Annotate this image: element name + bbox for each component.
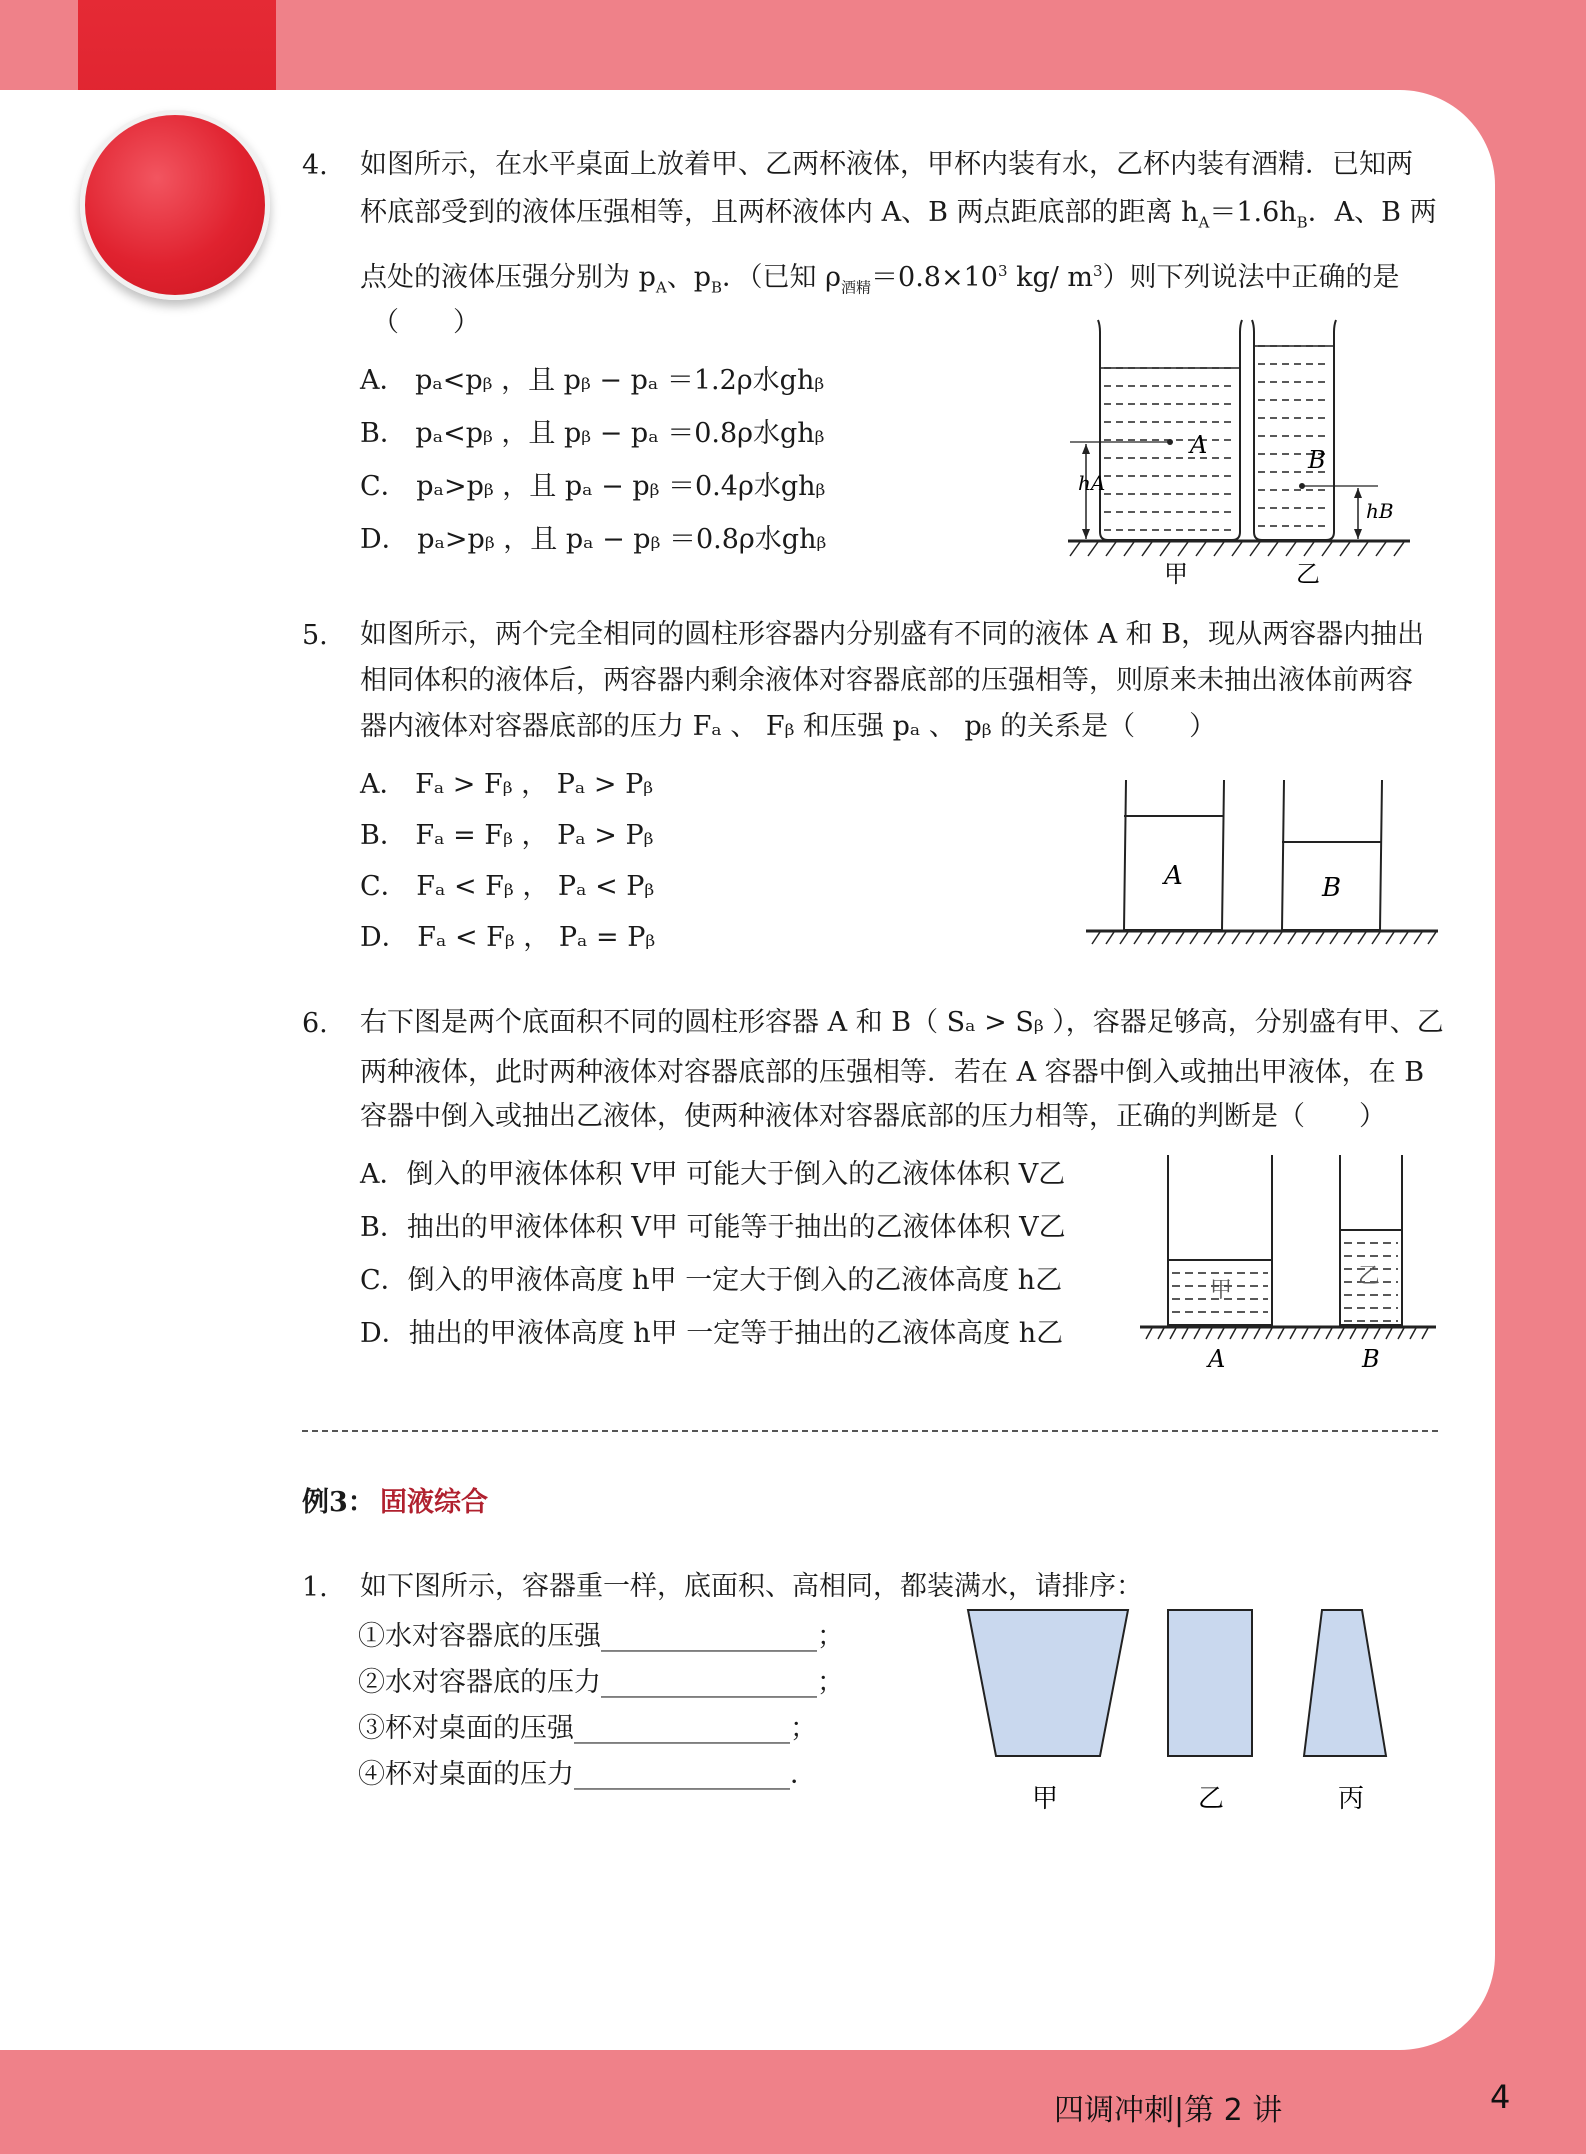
q5-option-b: B． Fₐ = Fᵦ ， Pₐ > Pᵦ <box>360 820 654 851</box>
q5-line1: 如图所示，两个完全相同的圆柱形容器内分别盛有不同的液体 A 和 B，现从两容器内抽出 <box>360 619 1425 650</box>
footer-course-title: 四调冲刺|第 2 讲 <box>1054 2093 1283 2128</box>
q4-line2: 杯底部受到的液体压强相等，且两杯液体内 A、B 两点距底部的距离 $h_A=1.6h_B$．A、B 两 <box>360 197 1437 232</box>
q4-fig-label-a: A <box>1190 431 1208 459</box>
q6-option-a: A．倒入的甲液体体积 V甲 可能大于倒入的乙液体体积 V乙 <box>360 1159 1066 1190</box>
q6-figure <box>1140 1155 1440 1375</box>
q4-fig-label-ha: hA <box>1078 471 1106 495</box>
page-number: 4 <box>1490 2078 1511 2116</box>
ex1-number: 1. <box>302 1572 328 1603</box>
ex1-fig-label-2: 乙 <box>1198 1784 1225 1814</box>
q4-line3: 点处的液体压强分别为 $p_A$、$p_B$．（已知 $\rho_{酒精}=0.8\times 10^3$ kg/ $m^3$）则下列说法中正确的是 <box>360 262 1400 297</box>
q4-fig-cup1: 甲 <box>1164 560 1188 588</box>
ex1-container-1 <box>968 1610 1128 1756</box>
q5-line2: 相同体积的液体后，两容器内剩余液体对容器底部的压强相等，则原来未抽出液体前两容 <box>360 665 1413 696</box>
example-label: 例3： <box>302 1487 375 1518</box>
q6-option-b: B．抽出的甲液体体积 V甲 可能等于抽出的乙液体体积 V乙 <box>360 1212 1066 1243</box>
q4-option-b: B． pₐ<pᵦ ，且 pᵦ − pₐ ＝0.8ρ水ghᵦ <box>360 418 825 449</box>
q5-number: 5. <box>302 620 328 651</box>
q5-figure <box>1086 780 1441 950</box>
q6-fig-label-a: A <box>1208 1345 1226 1373</box>
q4-option-c: C． pₐ>pᵦ ，且 pₐ − pᵦ ＝0.4ρ水ghᵦ <box>360 471 826 502</box>
q6-fig-liquid1: 甲 <box>1210 1278 1233 1303</box>
q4-option-d: D． pₐ>pᵦ ，且 pₐ − pᵦ ＝0.8ρ水ghᵦ <box>360 524 827 555</box>
q5-fig-label-a: A <box>1164 861 1183 891</box>
q6-option-d: D．抽出的甲液体高度 h甲 一定等于抽出的乙液体高度 h乙 <box>360 1318 1064 1349</box>
q5-option-a: A． Fₐ > Fᵦ ， Pₐ > Pᵦ <box>360 769 654 800</box>
ex1-item-2: ②水对容器底的压力________________； <box>358 1667 844 1698</box>
q4-number: 4. <box>302 150 328 181</box>
q4-figure <box>1060 320 1420 590</box>
ex1-container-3 <box>1304 1610 1386 1756</box>
q4-fig-label-b: B <box>1308 446 1326 474</box>
ex1-fig-label-1: 甲 <box>1032 1784 1059 1814</box>
q4-fig-cup2: 乙 <box>1296 560 1320 588</box>
q5-option-d: D． Fₐ < Fᵦ ， Pₐ = Pᵦ <box>360 922 656 953</box>
q6-option-c: C．倒入的甲液体高度 h甲 一定大于倒入的乙液体高度 h乙 <box>360 1265 1063 1296</box>
ex1-item-1: ①水对容器底的压强________________； <box>358 1621 844 1652</box>
q5-fig-label-b: B <box>1322 873 1342 903</box>
q6-line2: 两种液体，此时两种液体对容器底部的压强相等．若在 A 容器中倒入或抽出甲液体，在 B <box>360 1057 1425 1088</box>
example-title: 固液综合 <box>380 1487 488 1518</box>
q4-fig-label-hb: hB <box>1366 499 1394 523</box>
q6-number: 6. <box>302 1008 328 1039</box>
q4-option-a: A． pₐ<pᵦ ，且 pᵦ − pₐ ＝1.2ρ水ghᵦ <box>360 365 825 396</box>
q6-line1: 右下图是两个底面积不同的圆柱形容器 A 和 B（ Sₐ > Sᵦ ），容器足够高，分别盛有甲、乙 <box>360 1007 1444 1038</box>
q6-fig-liquid2: 乙 <box>1358 1264 1381 1289</box>
q5-option-c: C． Fₐ < Fᵦ ， Pₐ < Pᵦ <box>360 871 655 902</box>
ex1-item-4: ④杯对桌面的压力________________． <box>358 1759 817 1790</box>
q4-answer-paren: （ ） <box>372 307 480 338</box>
q5-line3: 器内液体对容器底部的压力 Fₐ 、 Fᵦ 和压强 pₐ 、 pᵦ 的关系是（ ） <box>360 711 1217 742</box>
q6-line3: 容器中倒入或抽出乙液体，使两种液体对容器底部的压力相等，正确的判断是（ ） <box>360 1101 1386 1132</box>
ex1-line1: 如下图所示，容器重一样，底面积、高相同，都装满水，请排序： <box>360 1571 1143 1602</box>
ex1-container-2 <box>1168 1610 1252 1756</box>
ex1-figure <box>960 1608 1410 1828</box>
section-divider <box>302 1430 1438 1432</box>
q6-fig-label-b: B <box>1362 1345 1380 1373</box>
ex1-item-3: ③杯对桌面的压强________________； <box>358 1713 817 1744</box>
ex1-fig-label-3: 丙 <box>1338 1784 1365 1814</box>
q4-line1: 如图所示，在水平桌面上放着甲、乙两杯液体，甲杯内装有水，乙杯内装有酒精．已知两 <box>360 149 1413 180</box>
